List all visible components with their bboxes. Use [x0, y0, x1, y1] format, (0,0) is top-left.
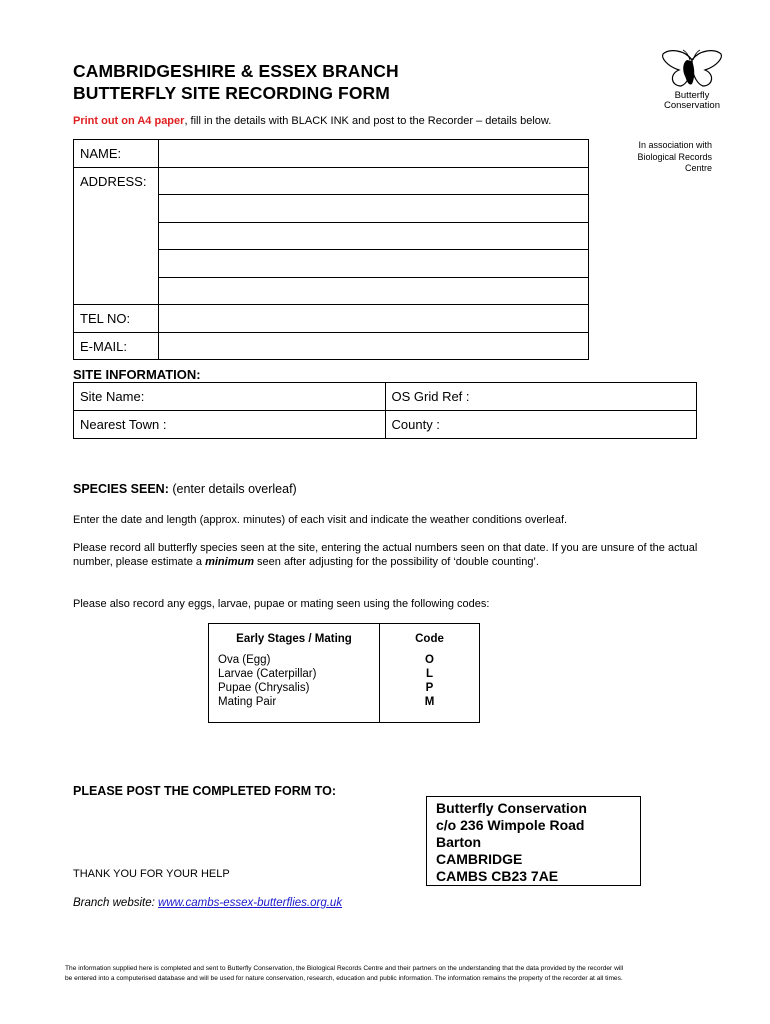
tel-field[interactable] — [159, 305, 589, 333]
association-line-2: Biological Records — [637, 151, 712, 162]
address-field-line-1[interactable] — [159, 167, 589, 195]
nearest-town-label: Nearest Town : — [80, 417, 167, 432]
early-stages-codes-table — [208, 623, 480, 723]
name-field[interactable] — [159, 140, 589, 168]
species-instructions-emphasis: minimum — [205, 556, 254, 568]
stage-column-header: Early Stages / Mating — [236, 633, 352, 645]
privacy-footer — [65, 964, 725, 984]
address-line-4: CAMBRIDGE — [436, 851, 523, 867]
email-field[interactable] — [159, 332, 589, 360]
name-label: NAME: — [74, 140, 159, 168]
species-heading-note: (enter details overleaf) — [168, 482, 297, 496]
site-name-label: Site Name: — [80, 389, 145, 404]
instructions-rest: , fill in the details with BLACK INK and post to the Recorder – details below. — [184, 115, 552, 127]
nearest-town-field[interactable] — [74, 411, 386, 439]
website-link[interactable]: www.cambs-essex-butterflies.org.uk — [158, 897, 343, 909]
county-field[interactable] — [385, 411, 697, 439]
branch-website — [73, 897, 342, 909]
species-instructions — [73, 541, 703, 569]
association-note — [600, 140, 712, 175]
stage-larvae: Larvae (Caterpillar) — [218, 668, 317, 680]
site-information-table — [73, 382, 697, 439]
recorder-address-box — [426, 796, 641, 886]
site-name-field[interactable] — [74, 383, 386, 411]
species-heading-text: SPECIES SEEN: — [73, 482, 169, 496]
address-field-line-2[interactable] — [159, 195, 589, 223]
butterfly-conservation-logo — [652, 48, 732, 111]
stage-mating: Mating Pair — [218, 696, 277, 708]
email-label: E-MAIL: — [74, 332, 159, 360]
stage-column — [209, 624, 380, 722]
address-field-line-4[interactable] — [159, 250, 589, 278]
address-line-5: CAMBS CB23 7AE — [436, 868, 559, 884]
logo-text-line-2: Conservation — [664, 100, 720, 111]
code-larvae: L — [425, 668, 434, 680]
footer-line-2: be entered into a computerised database and will be used for nature conservation, research, education and public information. The information remains the property of the recorder at all times. — [65, 975, 623, 982]
codes-instructions: Please also record any eggs, larvae, pupae or mating seen using the following codes: — [73, 598, 490, 610]
form-title — [73, 60, 399, 104]
code-pupae: P — [425, 682, 434, 694]
county-label: County : — [391, 417, 440, 432]
logo-text-line-1: Butterfly — [674, 90, 710, 101]
footer-line-1: The information supplied here is completed and sent to Butterfly Conservation, the Biological Records Centre and their partners on the understanding that the data provided by the recorder will — [65, 965, 624, 972]
species-seen-heading — [73, 482, 297, 496]
address-line-3: Barton — [436, 834, 482, 850]
address-field-line-5[interactable] — [159, 277, 589, 305]
instructions — [73, 115, 551, 127]
address-label: ADDRESS: — [74, 167, 159, 305]
address-field-line-3[interactable] — [159, 222, 589, 250]
association-line-3: Centre — [684, 163, 712, 173]
code-ova: O — [425, 654, 434, 666]
grid-ref-label: OS Grid Ref : — [391, 389, 470, 404]
association-line-1: In association with — [638, 140, 712, 150]
address-line-2: c/o 236 Wimpole Road — [436, 817, 585, 833]
thank-you-text: THANK YOU FOR YOUR HELP — [73, 868, 230, 880]
address-line-1: Butterfly Conservation — [436, 800, 587, 816]
title-line-2: BUTTERFLY SITE RECORDING FORM — [73, 83, 390, 103]
code-column — [380, 624, 479, 722]
species-instructions-start: Please record all butterfly species seen at the site, entering the actual numbers seen on that date. If you are unsure of the actual number, please estimate a — [73, 542, 698, 568]
post-heading: PLEASE POST THE COMPLETED FORM TO: — [73, 784, 336, 798]
tel-label: TEL NO: — [74, 305, 159, 333]
butterfly-icon — [659, 48, 725, 90]
stage-ova: Ova (Egg) — [218, 654, 271, 666]
visit-instructions: Enter the date and length (approx. minutes) of each visit and indicate the weather conditions overleaf. — [73, 514, 568, 526]
stage-pupae: Pupae (Chrysalis) — [218, 682, 310, 694]
species-instructions-end: seen after adjusting for the possibility of ‘double counting’. — [253, 556, 539, 568]
code-mating: M — [424, 696, 435, 708]
code-column-header: Code — [415, 633, 444, 645]
site-information-heading: SITE INFORMATION: — [73, 367, 201, 382]
instructions-highlight: Print out on A4 paper — [73, 115, 185, 127]
contact-details-table — [73, 139, 589, 360]
title-line-1: CAMBRIDGESHIRE & ESSEX BRANCH — [73, 61, 399, 81]
website-label: Branch website: — [73, 897, 159, 909]
grid-ref-field[interactable] — [385, 383, 697, 411]
